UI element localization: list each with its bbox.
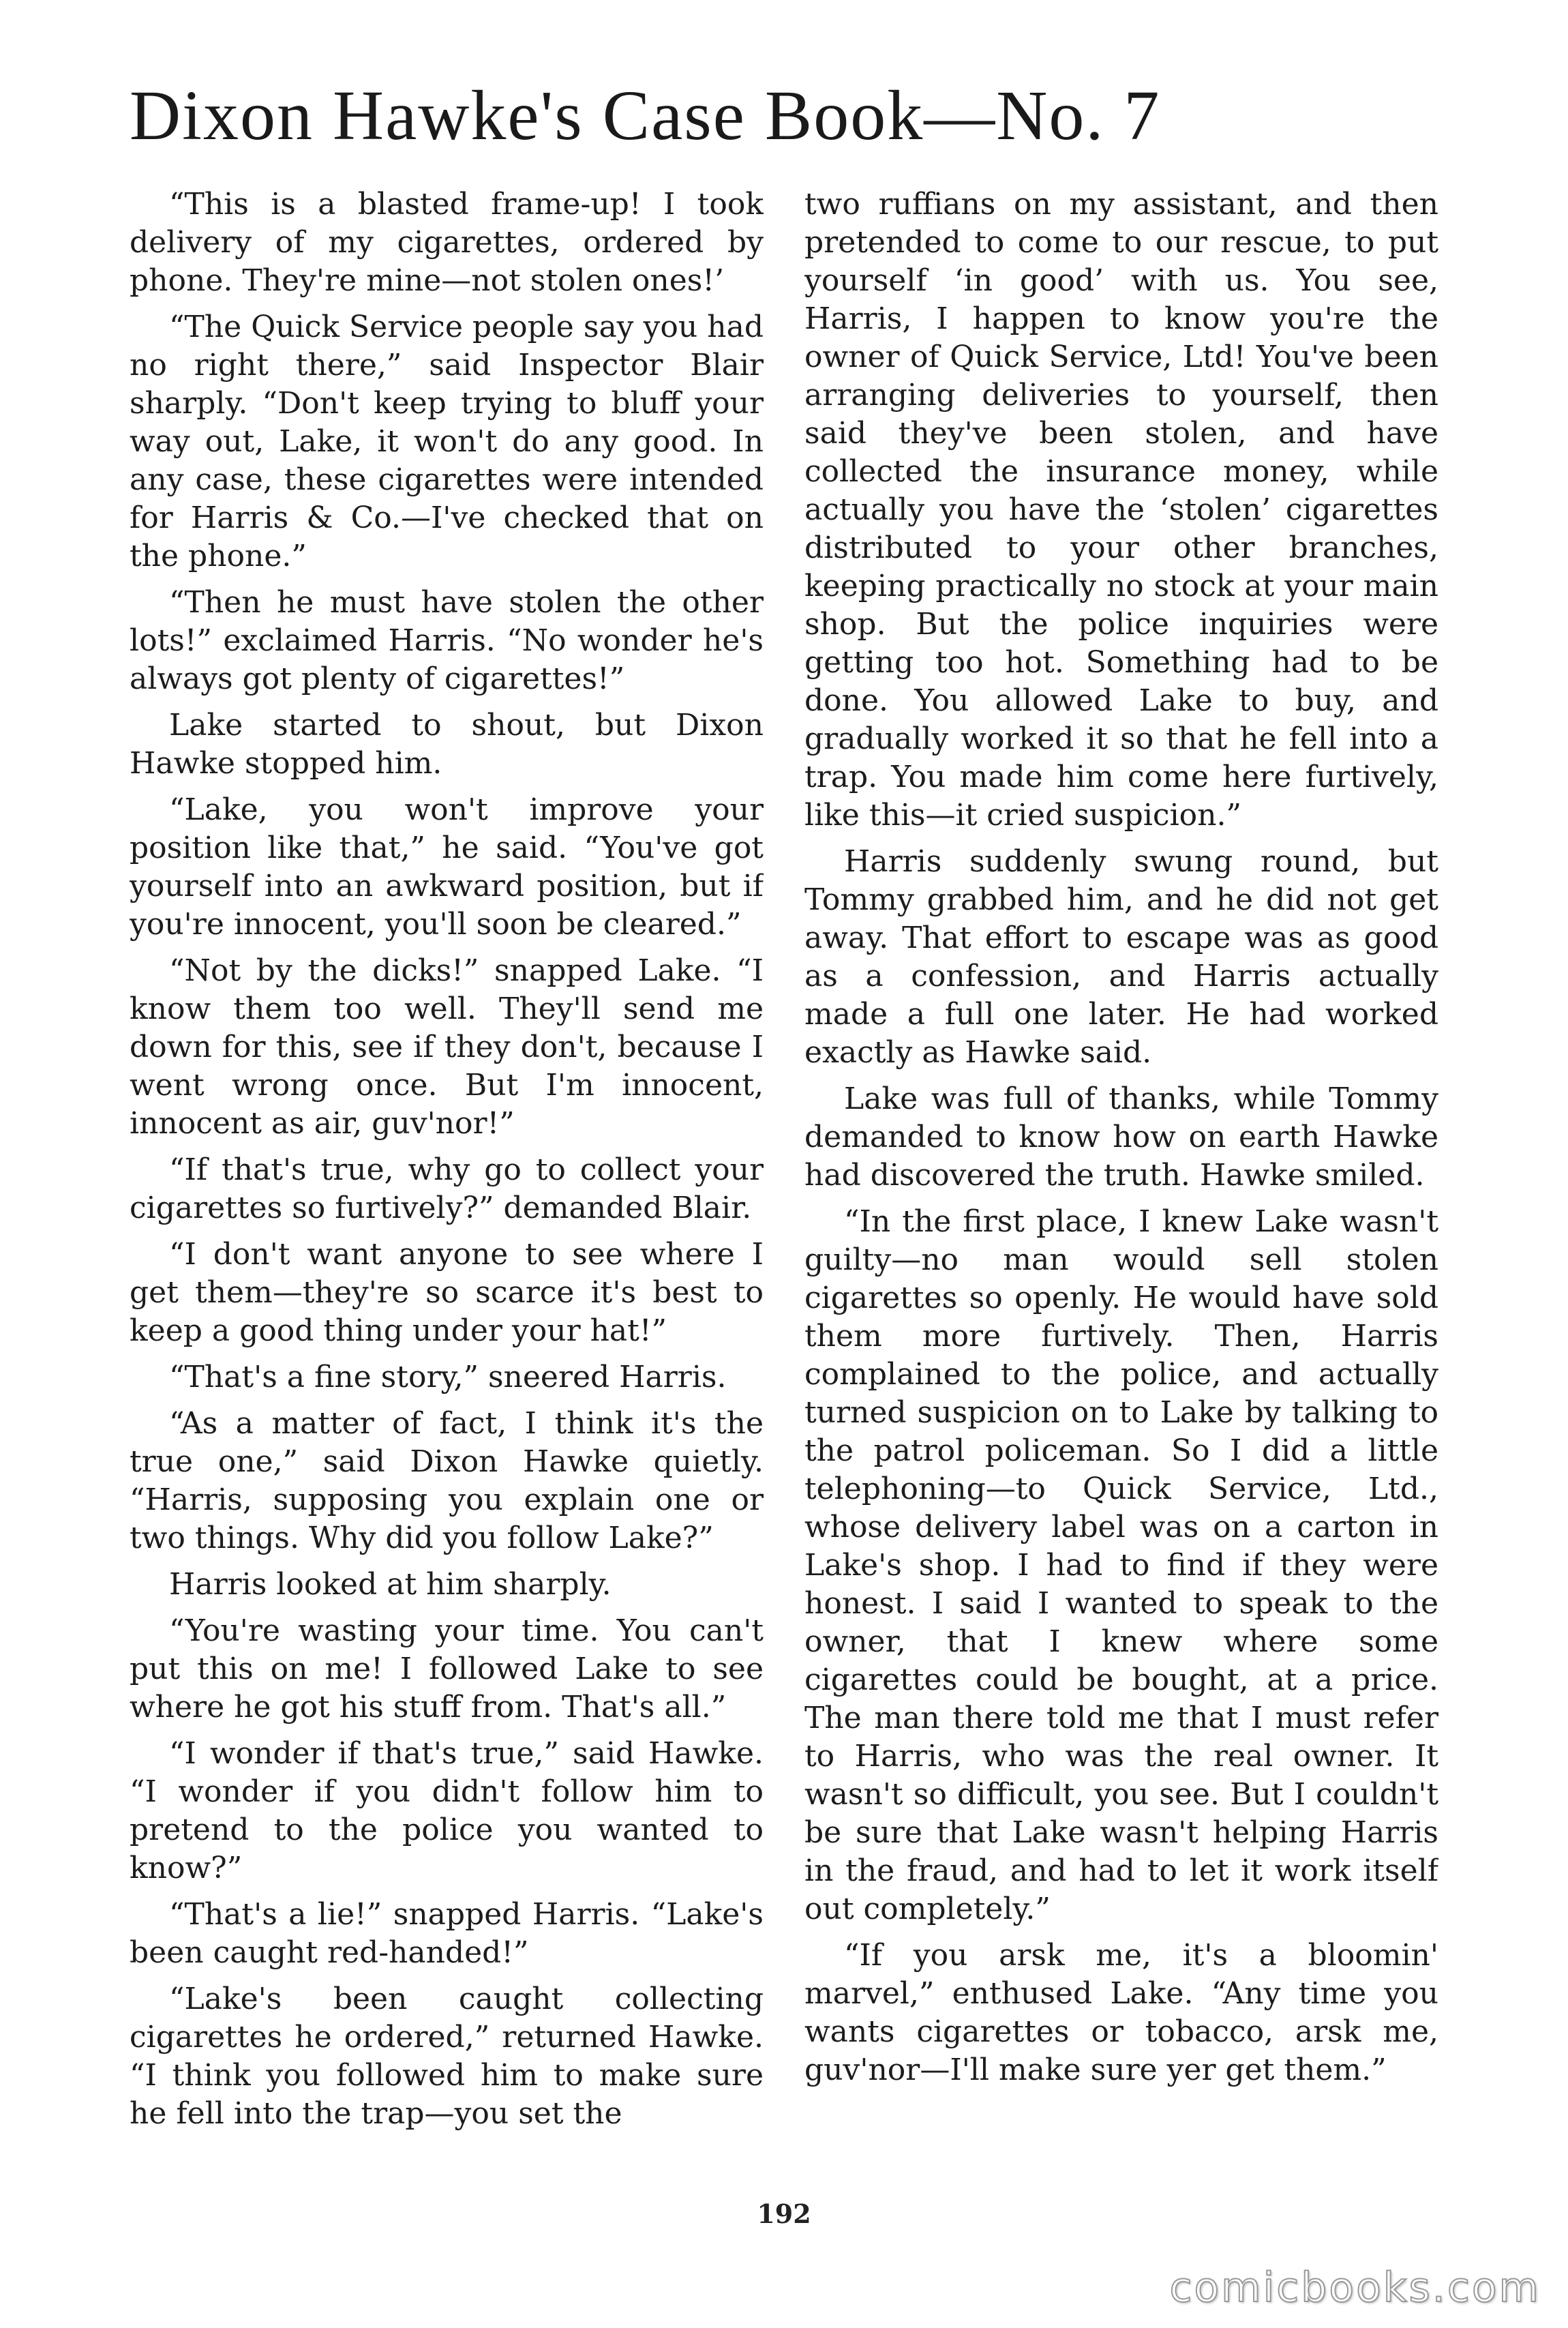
- paragraph-continued: two ruffians on my assistant, and then pretended to come to our rescue, to put yourself ‘in good’ with us. You see, Harris, I happen to know you're the owner of Quick Service, Ltd! You've been arranging deliveries to yourself, then said they've been stolen, and have collected the insurance money, while actually you have the ‘stolen’ cigarettes distributed to your other branches, keeping practically no stock at your main shop. But the police inquiries were getting too hot. Something had to be done. You allowed Lake to buy, and gradually worked it so that he fell into a trap. You made him come here furtively, like this—it cried suspicion.”: [804, 187, 1438, 833]
- paragraph: “The Quick Service people say you had no right there,” said Inspector Blair sharply. “Don't keep trying to bluff your way out, Lake, it won't do any good. In any case, these cigarettes were intended for Harris & Co.—I've checked that on the phone.”: [130, 310, 764, 573]
- paragraph: “That's a lie!” snapped Harris. “Lake's been caught red-handed!”: [130, 1897, 764, 1970]
- paragraph: Harris looked at him sharply.: [169, 1567, 612, 1602]
- paragraph: “If that's true, why go to collect your cigarettes so furtively?” demanded Blair.: [130, 1152, 764, 1225]
- paragraph: “Then he must have stolen the other lots!” exclaimed Harris. “No wonder he's always got plenty of cigarettes!”: [130, 585, 764, 696]
- watermark-logo: comicbooks.com: [1169, 2264, 1541, 2312]
- left-column: [130, 185, 764, 2190]
- paragraph: “If you arsk me, it's a bloomin' marvel,” enthused Lake. “Any time you wants cigarettes or tobacco, arsk me, guv'nor—I'll make sure yer get them.”: [804, 1938, 1438, 2087]
- right-column: [804, 185, 1438, 2190]
- paragraph: “As a matter of fact, I think it's the true one,” said Dixon Hawke quietly. “Harris, supposing you explain one or two things. Why did you follow Lake?”: [130, 1406, 764, 1555]
- paragraph: “Not by the dicks!” snapped Lake. “I know them too well. They'll send me down for this, see if they don't, because I went wrong once. But I'm innocent, innocent as air, guv'nor!”: [130, 953, 764, 1141]
- page-number: 192: [757, 2198, 811, 2229]
- paragraph: Lake was full of thanks, while Tommy demanded to know how on earth Hawke had discovered the truth. Hawke smiled.: [804, 1081, 1438, 1193]
- page-title: Dixon Hawke's Case Book—No. 7: [130, 76, 1161, 155]
- paragraph: “Lake, you won't improve your position like that,” he said. “You've got yourself into an awkward position, but if you're innocent, you'll soon be cleared.”: [130, 792, 764, 942]
- paragraph: “That's a fine story,” sneered Harris.: [169, 1360, 727, 1394]
- paragraph: Harris suddenly swung round, but Tommy grabbed him, and he did not get away. That effort to escape was as good as a confession, and Harris actually made a full one later. He had worked exactly as Hawke said.: [804, 844, 1438, 1070]
- paragraph: “You're wasting your time. You can't put this on me! I followed Lake to see where he got his stuff from. That's all.”: [130, 1613, 764, 1725]
- paragraph: “This is a blasted frame-up! I took delivery of my cigarettes, ordered by phone. They're mine—not stolen ones!’: [130, 187, 764, 298]
- paragraph: “I don't want anyone to see where I get them—they're so scarce it's best to keep a good thing under your hat!”: [130, 1237, 764, 1348]
- paragraph: Lake started to shout, but Dixon Hawke stopped him.: [130, 708, 764, 781]
- paragraph: “I wonder if that's true,” said Hawke. “I wonder if you didn't follow him to pretend to the police you wanted to know?”: [130, 1736, 764, 1885]
- paragraph: “In the first place, I knew Lake wasn't guilty—no man would sell stolen cigarettes so openly. He would have sold them more furtively. Then, Harris complained to the police, and actually turned suspicion on to Lake by talking to the patrol policeman. So I did a little telephoning—to Quick Service, Ltd., whose delivery label was on a carton in Lake's shop. I had to find if they were honest. I said I wanted to speak to the owner, that I knew where some cigarettes could be bought, at a price. The man there told me that I must refer to Harris, who was the real owner. It wasn't so difficult, you see. But I couldn't be sure that Lake wasn't helping Harris in the fraud, and had to let it work itself out completely.”: [804, 1204, 1438, 1926]
- paragraph: “Lake's been caught collecting cigarettes he ordered,” returned Hawke. “I think you followed him to make sure he fell into the trap—you set the: [130, 1982, 764, 2131]
